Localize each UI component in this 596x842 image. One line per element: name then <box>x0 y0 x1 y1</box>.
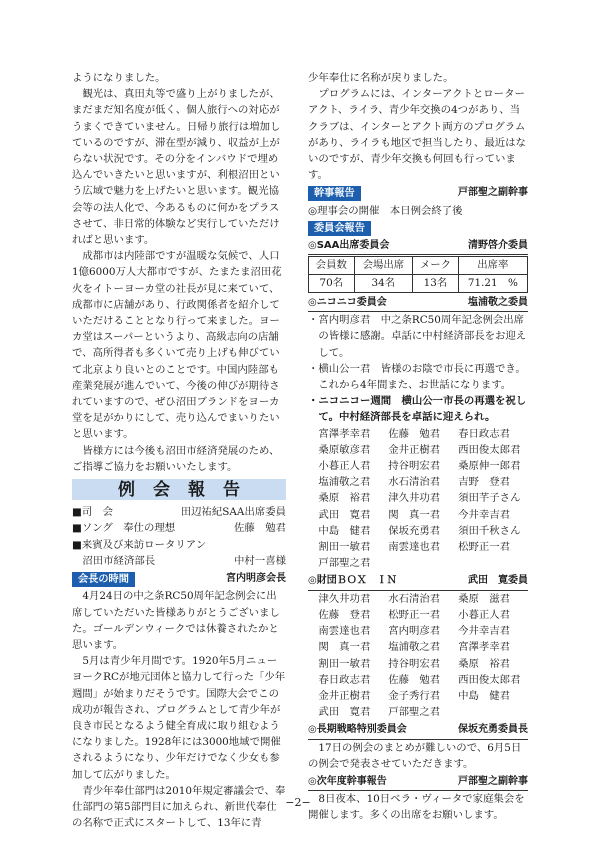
name-cell: 塩浦敬之君 <box>388 641 441 654</box>
meeting-report-banner: 例会報告 <box>72 479 286 500</box>
chair-row <box>72 504 286 520</box>
next-year-title: ◎次年度幹事報告 <box>308 775 387 787</box>
list-item: ・横山公一君 皆様のお陰で市長に再選でき。これから4年間また、お世話になります。 <box>308 362 526 392</box>
paragraph: 17日の例会のまとめが難しいので、6月5日の例会で発表させていただきます。 <box>308 741 522 770</box>
name-cell: 戸部聖之君 <box>318 557 371 570</box>
name-cell: 南雲達也君 <box>318 625 371 638</box>
table-row <box>309 275 528 293</box>
name-cell: 宮澤孝幸君 <box>458 641 511 654</box>
name-cell: 佐藤 勉君 <box>388 427 441 440</box>
list-item: ・宮内明彦君 中之条RC50周年記念例会出席の皆様に感謝。卓話に中村経済部長をお迎えして。 <box>308 314 527 359</box>
next-year-heading <box>308 774 528 791</box>
foundation-box-names <box>308 591 528 721</box>
secretary-report-tag: 幹事報告 <box>308 186 361 201</box>
name-cell: 津久井功君 <box>318 592 371 605</box>
song-value: 佐藤 勉君 <box>234 522 286 535</box>
name-cell: 春日政志君 <box>458 427 511 440</box>
paragraph: 少年奉仕に名称が戻りました。 <box>308 72 454 84</box>
table-cell: 70名 <box>309 275 355 293</box>
name-cell: 今井幸吉君 <box>458 508 511 521</box>
name-cell: 塩浦敬之君 <box>318 476 371 489</box>
name-cell: 須田千秋さん <box>458 524 521 537</box>
committee-report-tag: 委員会報告 <box>308 221 371 236</box>
guest-org: 沼田市経済部長 <box>82 554 156 567</box>
guest-name: 中村一喜様 <box>234 554 286 567</box>
presidents-time-header <box>72 571 286 587</box>
secretary-report-header <box>308 185 528 201</box>
name-cell: 南雲達也君 <box>388 541 441 554</box>
name-cell: 宮澤孝幸君 <box>318 427 371 440</box>
name-cell: 松野正一君 <box>458 541 511 554</box>
name-cell: 割田一敏君 <box>318 657 371 670</box>
nikoniko-week: ・ニコニコー週間 横山公一市長の再選を祝して。中村経済部長を卓話に迎えられ。 <box>308 395 527 424</box>
chair-label: ■司 会 <box>72 506 113 519</box>
name-cell: 持谷明宏君 <box>388 657 441 670</box>
paragraph: ようになりました。 <box>72 72 166 84</box>
name-cell: 金子秀行君 <box>388 689 441 702</box>
name-cell: 須田芊子さん <box>458 492 521 505</box>
saa-title: ◎SAA出席委員会 <box>308 239 390 251</box>
name-cell: 割田一敏君 <box>318 541 371 554</box>
name-cell: 西田俊太郎君 <box>458 673 521 686</box>
guest-row <box>72 553 286 569</box>
chair-value: 田辺祐紀SAA出席委員 <box>180 506 286 519</box>
name-cell: 吉野 登君 <box>458 476 511 489</box>
paragraph: 成都市は内陸部ですが温暖な気候で、人口1億6000万人大都市ですが、たまたま沼田花火をイトーヨーカ堂の社長が見に来ていて、成都市に店舗があり、行政関係者を紹介していただけることとなり行って来ました。ヨーカ堂はスーパーというより、高級志向の店舗で、高所得者も多くいて売り上げも伸びていて北京より良いとのことです。中国内陸部も産業発展が進んでいて、今後の伸びが期待されていますので、ぜひ沼田ブランドをヨーカ堂を足がかりにして、売り込んでまいりたいと思います。 <box>72 250 282 441</box>
long-term-title: ◎長期戦略特別委員会 <box>308 724 407 736</box>
long-term-heading <box>308 722 528 739</box>
paragraph: 観光は、真田丸等で盛り上がりましたが、まだまだ知名度が低く、個人旅行への対応がうまくできていません。日帰り旅行は増加しているのですが、滞在型が減り、収益が上がらない状況です。その分をインバウドで埋め込んでいきたいと思いますが、利根沼田という広域で魅力を上げたいと思います。観光協会等の法人化で、今あるものに何かをプラスさせて、非日常的体験など実行していただければと思います。 <box>72 88 281 247</box>
committee-report-header <box>308 221 528 236</box>
presidents-time-tag: 会長の時間 <box>72 572 135 587</box>
table-header-cell: 出席率 <box>458 257 527 275</box>
table-cell: 13名 <box>413 275 459 293</box>
name-cell: 西田俊太郎君 <box>458 443 521 456</box>
name-cell: 桑原伸一郎君 <box>458 460 521 473</box>
table-cell: 34名 <box>354 275 413 293</box>
name-cell: 武田 寛君 <box>318 706 371 719</box>
left-column <box>72 70 286 831</box>
secretary-name: 戸部聖之副幹事 <box>458 187 528 199</box>
name-cell: 桑原 裕君 <box>318 492 371 505</box>
name-cell: 水石清治君 <box>388 476 441 489</box>
paragraph: 4月24日の中之条RC50周年記念例会に出席していただいた皆様ありがとうございました。ゴールデンウィークでは休養されたかと思います。 <box>72 590 280 651</box>
paragraph: 8日夜本、10日ベラ・ヴィータで家庭集会を開催します。多くの出席をお願いします。 <box>308 793 525 822</box>
name-cell: 関 真一君 <box>318 641 371 654</box>
name-cell: 佐藤 勉君 <box>388 673 441 686</box>
name-cell: 中島 健君 <box>318 524 371 537</box>
paragraph: 皆様方には今後も沼田市経済発展のため、ご指導ご協力をお願いいたします。 <box>72 444 280 473</box>
name-cell: 中島 健君 <box>458 689 511 702</box>
name-cell: 金井正樹君 <box>318 689 371 702</box>
name-cell: 関 真一君 <box>388 508 441 521</box>
nikoniko-names <box>308 426 528 572</box>
saa-heading <box>308 238 528 255</box>
name-cell: 保坂充勇君 <box>388 524 441 537</box>
table-header-row <box>309 257 528 275</box>
guests-heading: ■来賓及び来訪ロータリアン <box>72 538 207 551</box>
name-cell: 桑原 裕君 <box>458 657 511 670</box>
song-row <box>72 520 286 536</box>
name-cell: 宮内明彦君 <box>388 625 441 638</box>
name-cell: 水石清治君 <box>388 592 441 605</box>
table-cell: 71.21 % <box>458 275 527 293</box>
name-cell: 佐藤 登君 <box>318 608 371 621</box>
paragraph: プログラムには、インターアクトとローターアクト、ライラ、青少年交換の4つがあり、当クラブは、インターとアクト両方のプログラムがあり、ライラも地区で担当したり、最近はないのですが、青少年交換も何回も行っています。 <box>308 88 526 182</box>
name-cell: 戸部聖之君 <box>388 706 441 719</box>
name-cell: 春日政志君 <box>318 673 371 686</box>
name-cell: 金井正樹君 <box>388 443 441 456</box>
table-header-cell: 会場出席 <box>354 257 413 275</box>
name-cell: 桑原敏彦君 <box>318 443 371 456</box>
nikoniko-title: ◎ニコニコ委員会 <box>308 297 387 309</box>
foundation-box-title: ◎財団ＢＯＸ ＩＮ <box>308 575 397 587</box>
table-header-cell: 会員数 <box>309 257 355 275</box>
paragraph: 青少年奉仕部門は2010年規定審議会で、奉仕部門の第5部門目に加えられ、新世代奉仕の名称で正式にスタートして、13年に青 <box>72 784 286 830</box>
paragraph: 5月は青少年月間です。1920年5月ニューヨークRCが地元団体と協力して行った「少年週間」が始まりだそうです。国際大会でこの成功が報告され、プログラムとして青少年が良き市民となるよう健全育成に取り組むようになりました。1928年には3000地域で開催されるようになり、少年だけでなく少女も参加して広がりました。 <box>72 655 286 781</box>
name-cell: 武田 寛君 <box>318 508 371 521</box>
name-cell: 小暮正人君 <box>458 608 511 621</box>
name-cell: 津久井功君 <box>388 492 441 505</box>
name-cell: 持谷明宏君 <box>388 460 441 473</box>
table-header-cell: メーク <box>413 257 459 275</box>
foundation-box-heading <box>308 573 528 590</box>
name-cell: 桑原 滋君 <box>458 592 511 605</box>
saa-name: 清野啓介委員 <box>468 239 528 251</box>
nikoniko-name: 塩浦敬之委員 <box>468 297 528 309</box>
name-cell: 小暮正人君 <box>318 460 371 473</box>
song-label: ■ソング 奉仕の理想 <box>72 522 176 535</box>
next-year-name: 戸部聖之副幹事 <box>458 775 528 787</box>
secretary-line: ◎理事会の開催 本日例会終了後 <box>308 204 463 217</box>
right-column <box>308 70 528 824</box>
page-number: −2− <box>285 796 311 809</box>
long-term-name: 保坂充勇委員長 <box>458 724 528 736</box>
president-name: 宮内明彦会長 <box>226 573 286 585</box>
name-cell: 今井幸吉君 <box>458 625 511 638</box>
name-cell: 松野正一君 <box>388 608 441 621</box>
nikoniko-heading <box>308 295 528 312</box>
attendance-table <box>308 256 528 293</box>
foundation-box-name: 武田 寛委員 <box>468 575 528 587</box>
